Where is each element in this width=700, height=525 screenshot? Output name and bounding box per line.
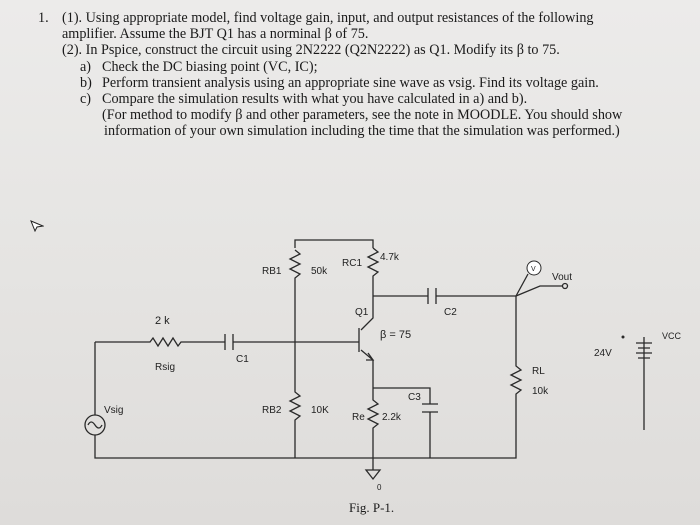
note-line-2: information of your own simulation including the time that the simulation was performed.)	[104, 123, 620, 140]
note-line-1: (For method to modify β and other parameters, see the note in MOODLE. You should show	[102, 107, 623, 124]
question-line-1: 1. (1). Using appropriate model, find voltage gain, input, and output resistances of the following	[38, 10, 594, 26]
item-b: b) Perform transient analysis using an appropriate sine wave as vsig. Find its voltage gain.	[80, 74, 599, 91]
c1-label: C1	[236, 354, 249, 365]
figure-caption: Fig. P-1.	[349, 500, 395, 515]
vout-label: Vout	[552, 272, 573, 283]
c3-label: C3	[408, 392, 421, 403]
item-a: a) Check the DC biasing point (VC, IC);	[80, 58, 318, 75]
question-line-2: amplifier. Assume the BJT Q1 has a norminal β of 75.	[62, 26, 369, 43]
beta-label: β = 75	[380, 329, 412, 341]
re-value: 2.2k	[382, 412, 401, 423]
vcc-label: VCC	[662, 331, 682, 341]
voltage-probe-icon: V	[531, 266, 536, 273]
item-c: c) Compare the simulation results with what you have calculated in a) and b).	[80, 91, 528, 108]
rsig-value: 2 k	[155, 315, 170, 327]
ground-label: 0	[377, 483, 382, 492]
vcc-value: 24V	[594, 348, 612, 359]
question-line-3: (2). In Pspice, construct the circuit using 2N2222 (Q2N2222) as Q1. Modify its β to 75.	[62, 42, 560, 59]
rb1-label: RB1	[262, 266, 282, 277]
rc1-label: RC1	[342, 258, 363, 269]
rb2-value: 10K	[311, 405, 329, 416]
rsig-label: Rsig	[155, 362, 176, 373]
rc1-value: 4.7k	[380, 252, 399, 263]
rl-value: 10k	[532, 386, 549, 397]
rl-label: RL	[532, 366, 545, 377]
question-number: 1.	[38, 10, 49, 26]
rb2-label: RB2	[262, 405, 282, 416]
re-label: Re	[352, 412, 365, 423]
rb1-value: 50k	[311, 266, 328, 277]
c2-label: C2	[444, 307, 457, 318]
vsig-label: Vsig	[104, 405, 124, 416]
q1-label: Q1	[355, 307, 369, 318]
